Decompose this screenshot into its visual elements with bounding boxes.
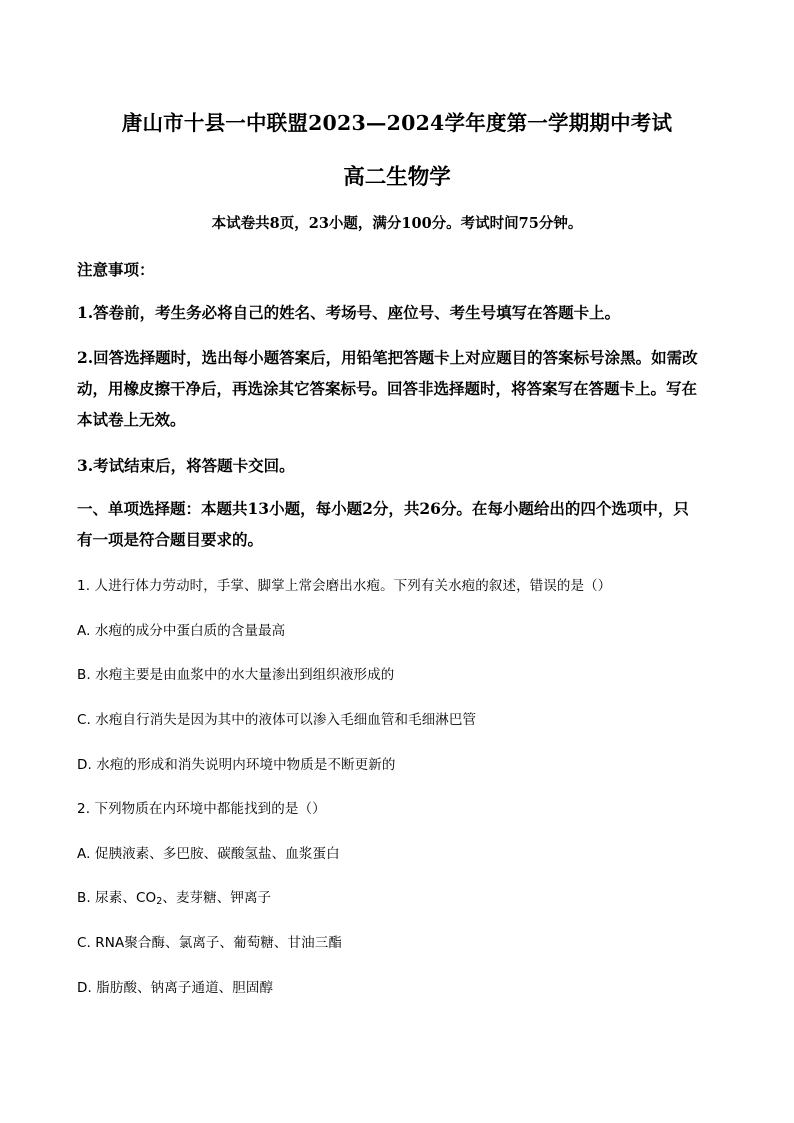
question-2-option-a: A. 促胰液素、多巴胺、碳酸氢盐、血浆蛋白: [77, 846, 340, 862]
note-item-2-line-2: 动，用橡皮擦干净后，再选涂其它答案标号。回答非选择题时，将答案写在答题卡上。写在: [77, 379, 698, 398]
option-b-text-end: 、麦芽糖、钾离子: [162, 890, 272, 906]
question-1-option-a: A. 水疱的成分中蛋白质的含量最高: [77, 623, 286, 639]
exam-info: 本试卷共8页，23小题，满分100分。考试时间75分钟。: [211, 215, 583, 232]
subscript-2: 2: [156, 896, 163, 907]
section-heading-line-2: 有一项是符合题目要求的。: [77, 530, 264, 549]
note-item-1: 1.答卷前，考生务必将自己的姓名、考场号、座位号、考生号填写在答题卡上。: [77, 303, 621, 322]
subject-title: 高二生物学: [343, 165, 451, 190]
question-2-stem: 2. 下列物质在内环境中都能找到的是（）: [77, 801, 326, 817]
note-item-2-line-3: 本试卷上无效。: [77, 410, 186, 429]
option-b-text-start: B. 尿素、CO: [77, 890, 157, 906]
note-item-2-line-1: 2.回答选择题时，选出每小题答案后，用铅笔把答题卡上对应题目的答案标号涂黑。如需改: [77, 348, 698, 367]
question-2-option-b: [77, 886, 271, 906]
question-2-option-c: C. RNA聚合酶、氯离子、葡萄糖、甘油三酯: [77, 935, 342, 951]
exam-title: 唐山市十县一中联盟2023—2024学年度第一学期期中考试: [121, 111, 673, 135]
note-item-3: 3.考试结束后，将答题卡交回。: [77, 456, 295, 475]
question-1-option-d: D. 水疱的形成和消失说明内环境中物质是不断更新的: [77, 757, 396, 773]
question-1-stem: 1. 人进行体力劳动时，手掌、脚掌上常会磨出水疱。下列有关水疱的叙述，错误的是（）: [77, 578, 612, 594]
question-2-option-d: D. 脂肪酸、钠离子通道、胆固醇: [77, 980, 274, 996]
question-1-option-c: C. 水疱自行消失是因为其中的液体可以渗入毛细血管和毛细淋巴管: [77, 712, 477, 728]
notes-heading: 注意事项：: [77, 260, 155, 279]
section-heading-line-1: 一、单项选择题：本题共13小题，每小题2分，共26分。在每小题给出的四个选项中，只: [77, 499, 689, 518]
question-1-option-b: B. 水疱主要是由血浆中的水大量渗出到组织液形成的: [77, 667, 395, 683]
